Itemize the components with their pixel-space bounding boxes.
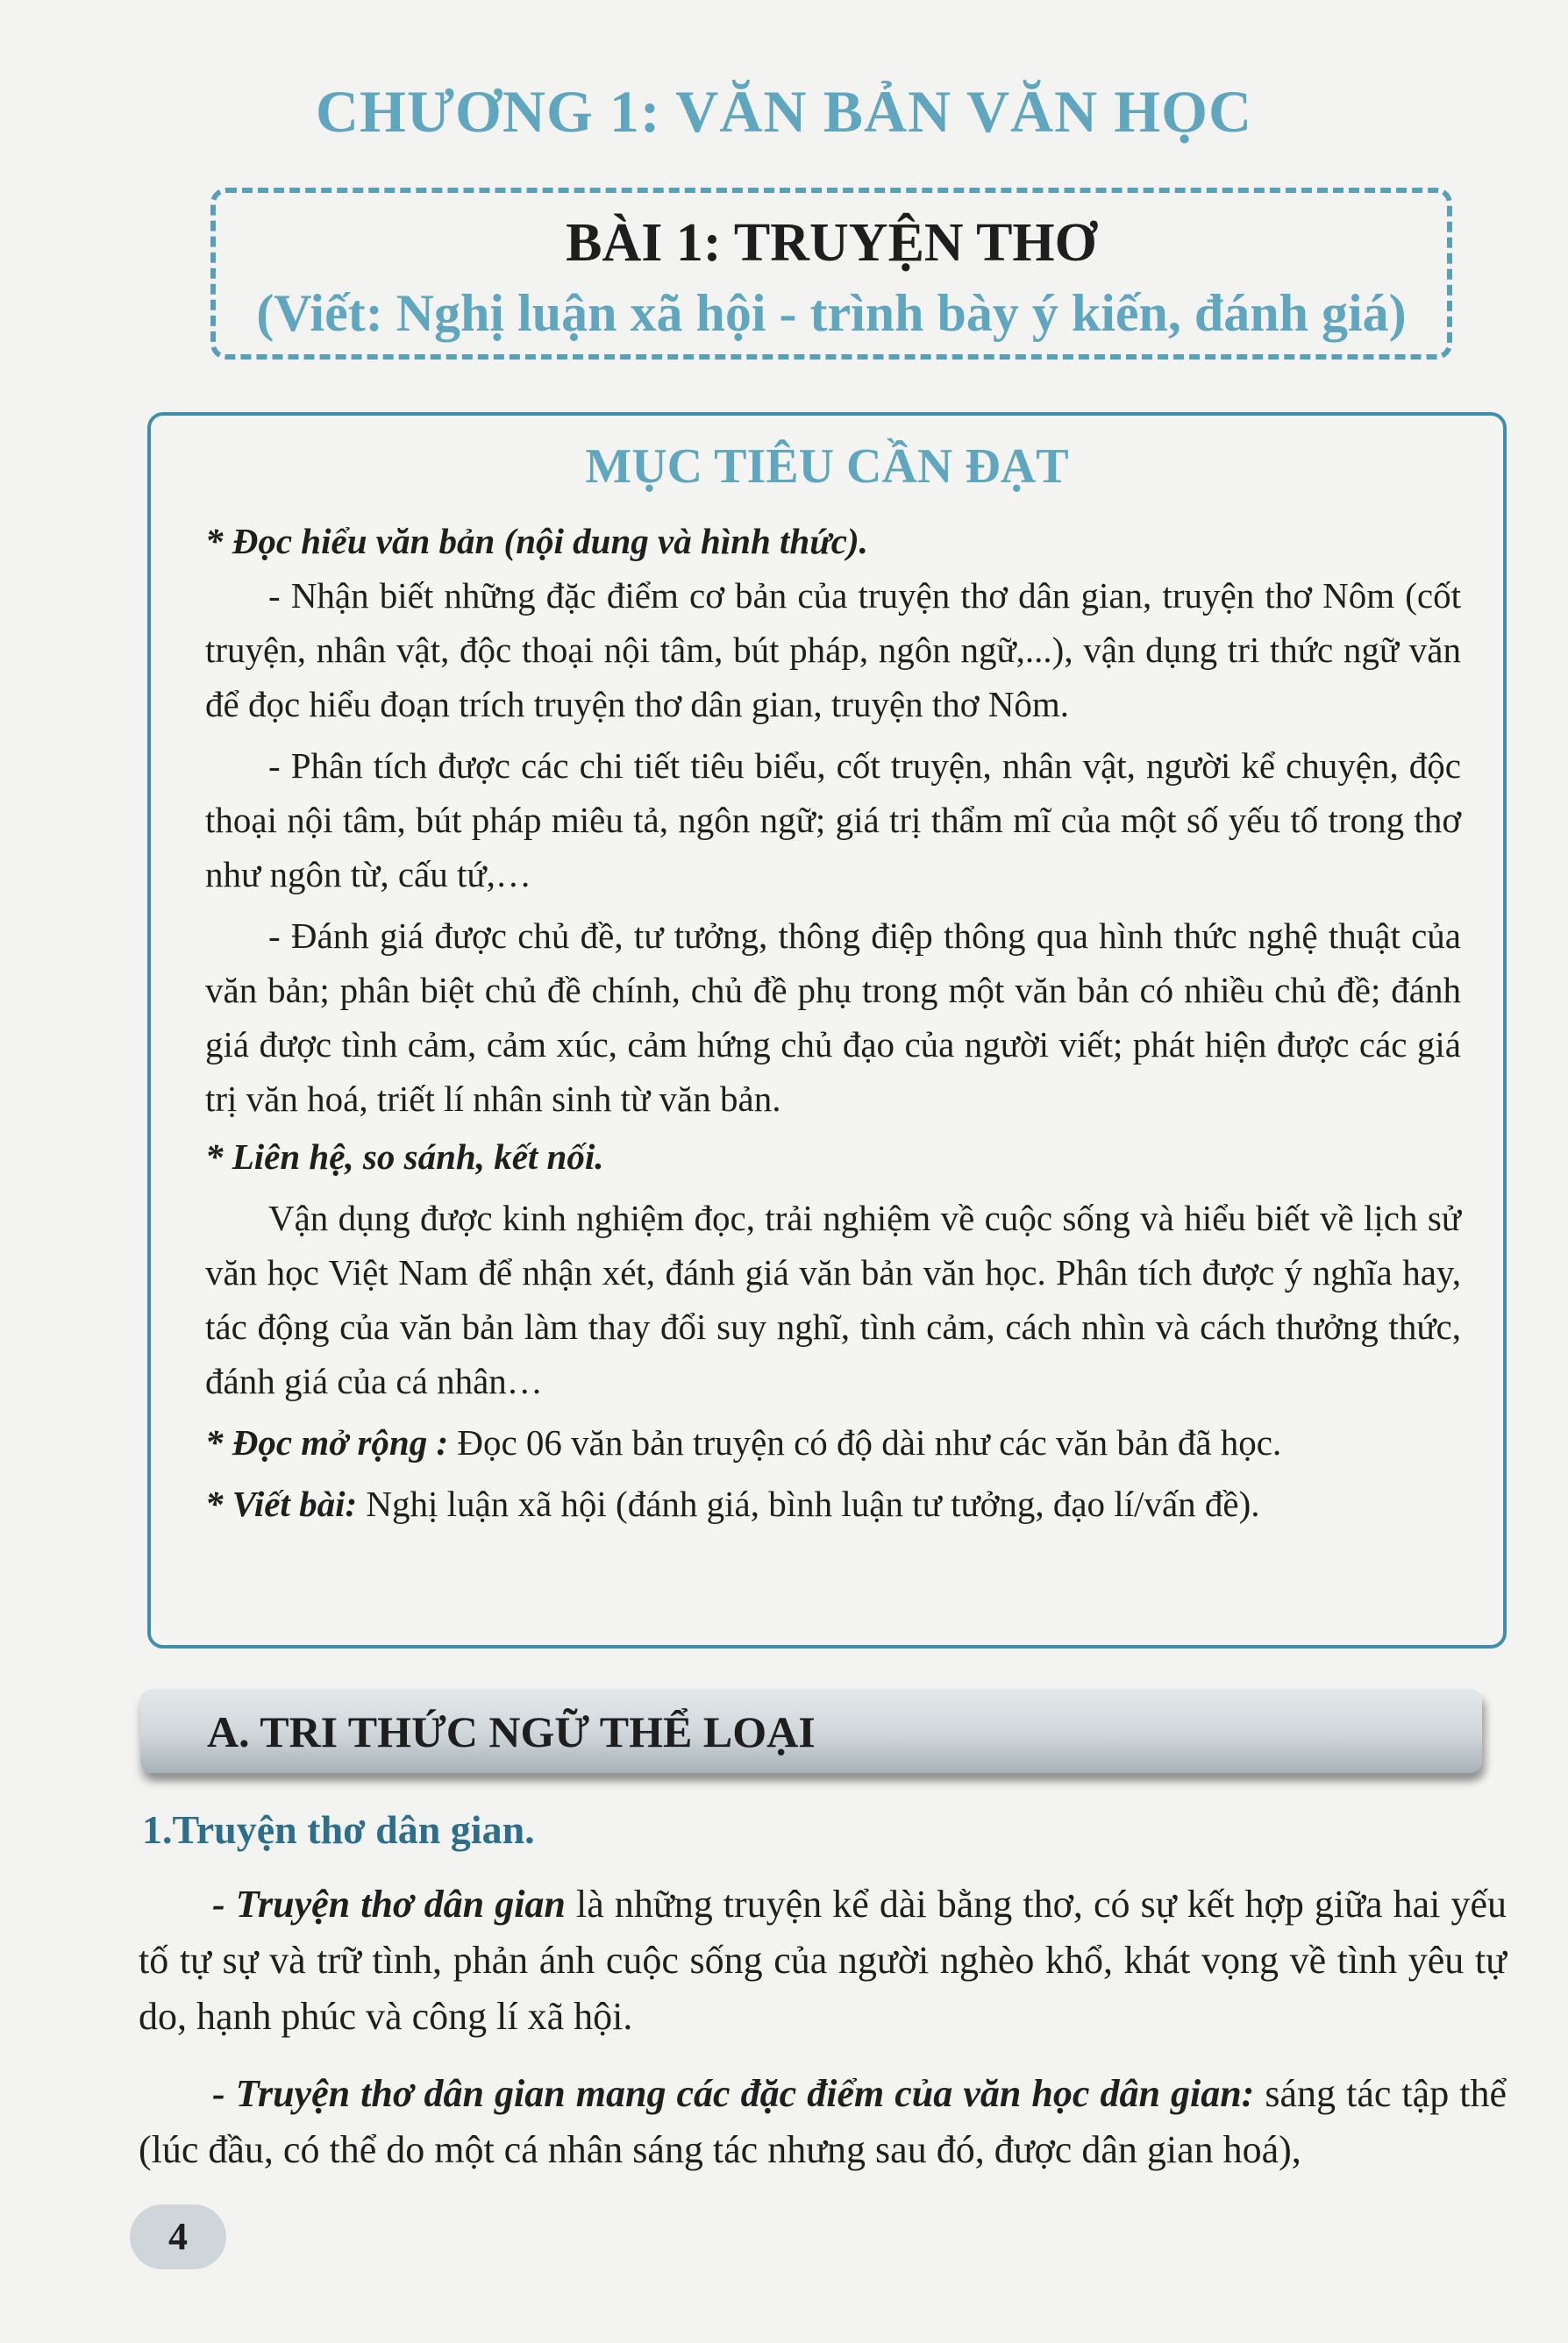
- paragraph: [139, 1877, 1507, 2045]
- writing-task-label: * Viết bài:: [205, 1484, 358, 1524]
- connect-heading: * Liên hệ, so sánh, kết nối.: [205, 1136, 604, 1177]
- extended-reading-label: * Đọc mở rộng :: [205, 1422, 449, 1463]
- lesson-subtitle: (Viết: Nghị luận xã hội - trình bày ý kiến, đánh giá): [256, 284, 1407, 342]
- objectives-body: [205, 510, 1461, 1531]
- lesson-title: BÀI 1: TRUYỆN THƠ: [566, 213, 1097, 273]
- section-title: A. TRI THỨC NGỮ THỂ LOẠI: [207, 1707, 816, 1756]
- chapter-title: CHƯƠNG 1: VĂN BẢN VĂN HỌC: [315, 78, 1253, 145]
- writing-task-text: Nghị luận xã hội (đánh giá, bình luận tư tưởng, đạo lí/vấn đề).: [366, 1484, 1260, 1524]
- connect-text: Vận dụng được kinh nghiệm đọc, trải nghiệm về cuộc sống và hiểu biết về lịch sử văn học Việt Nam để nhận xét, đánh giá văn bản văn học. Phân tích được ý nghĩa hay, tác động của văn bản làm thay đổi suy nghĩ, tình cảm, cách nhìn và cách thưởng thức, đánh giá của cá nhân…: [205, 1198, 1461, 1401]
- paragraph-label: - Truyện thơ dân gian mang các đặc điểm của văn học dân gian:: [212, 2072, 1255, 2115]
- reading-item: - Đánh giá được chủ đề, tư tưởng, thông điệp thông qua hình thức nghệ thuật của văn bản; phân biệt chủ đề chính, chủ đề phụ trong một văn bản có nhiều chủ đề; đánh giá được tình cảm, cảm xúc, cảm hứng chủ đạo của người viết; phát hiện được các giá trị văn hoá, triết lí nhân sinh từ văn bản.: [205, 915, 1461, 1119]
- objectives-heading: MỤC TIÊU CẦN ĐẠT: [585, 439, 1069, 494]
- reading-item: - Phân tích được các chi tiết tiêu biểu, cốt truyện, nhân vật, người kể chuyện, độc thoại nội tâm, bút pháp miêu tả, ngôn ngữ; giá trị thẩm mĩ của một số yếu tố trong thơ như ngôn từ, cấu tứ,…: [205, 745, 1461, 894]
- paragraph-label: - Truyện thơ dân gian: [212, 1883, 566, 1926]
- main-body: [139, 1877, 1507, 2178]
- objectives-box: [147, 412, 1507, 1649]
- paragraph: [139, 2066, 1507, 2178]
- subsection-title: 1.Truyện thơ dân gian.: [142, 1807, 535, 1852]
- lesson-title-box: [210, 188, 1452, 360]
- page-number: 4: [130, 2204, 226, 2269]
- section-banner: [140, 1689, 1482, 1773]
- extended-reading: [205, 1415, 1461, 1470]
- paragraph-text: sáng tác tập thể (lúc đầu, có thể do một cá nhân sáng tác nhưng sau đó, được dân gian hoá),: [139, 2072, 1507, 2171]
- extended-reading-text: Đọc 06 văn bản truyện có độ dài như các văn bản đã học.: [457, 1422, 1282, 1463]
- reading-heading: * Đọc hiểu văn bản (nội dung và hình thức).: [205, 521, 868, 561]
- reading-item: - Nhận biết những đặc điểm cơ bản của truyện thơ dân gian, truyện thơ Nôm (cốt truyện, nhân vật, độc thoại nội tâm, bút pháp, ngôn ngữ,...), vận dụng tri thức ngữ văn để đọc hiểu đoạn trích truyện thơ dân gian, truyện thơ Nôm.: [205, 575, 1461, 724]
- paragraph-text: là những truyện kể dài bằng thơ, có sự kết hợp giữa hai yếu tố tự sự và trữ tình, phản ánh cuộc sống của người nghèo khổ, khát vọng về tình yêu tự do, hạnh phúc và công lí xã hội.: [139, 1883, 1507, 2038]
- writing-task: [205, 1477, 1461, 1531]
